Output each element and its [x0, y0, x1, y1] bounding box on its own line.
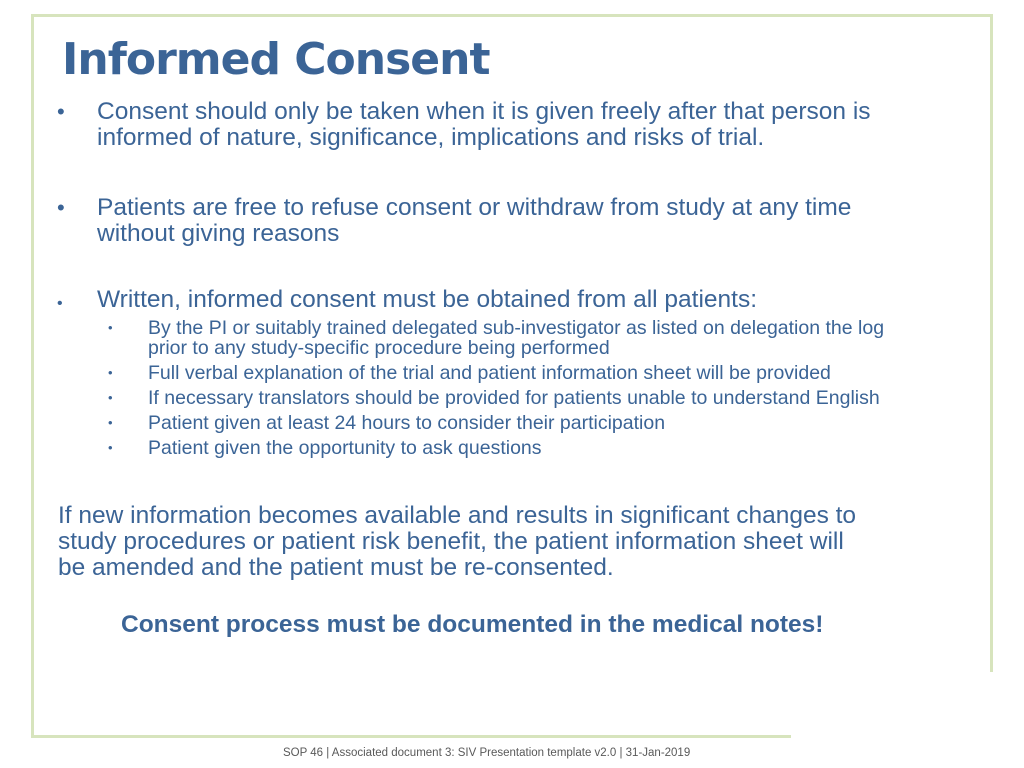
- sub-bullet-item: [108, 413, 978, 433]
- bullet-line: informed of nature, significance, implications and risks of trial.: [97, 124, 765, 151]
- slide-footer: SOP 46 | Associated document 3: SIV Presentation template v2.0 | 31-Jan-2019: [283, 747, 691, 759]
- sub-bullet-line: Full verbal explanation of the trial and patient information sheet will be provided: [148, 362, 831, 384]
- bullet-text: [97, 195, 977, 247]
- bullet-line: Written, informed consent must be obtained from all patients:: [97, 286, 758, 313]
- bullet-marker: •: [57, 99, 65, 124]
- sub-bullet-line: Patient given the opportunity to ask questions: [148, 437, 542, 459]
- frame-bottom-border: [31, 735, 791, 738]
- paragraph-line: If new information becomes available and results in significant changes to: [58, 502, 857, 529]
- sub-bullet-item: [108, 318, 978, 358]
- bullet-text: [97, 99, 977, 151]
- bullet-marker: •: [57, 195, 65, 220]
- frame-top-border: [31, 14, 993, 17]
- sub-bullet-marker: •: [108, 390, 113, 405]
- sub-bullet-marker: •: [108, 415, 113, 430]
- sub-bullet-marker: •: [108, 320, 113, 335]
- bullet-line: Patients are free to refuse consent or withdraw from study at any time: [97, 194, 852, 221]
- sub-bullet-item: [108, 438, 978, 458]
- bullet-marker: •: [57, 295, 63, 312]
- documentation-emphasis: Consent process must be documented in the medical notes!: [121, 611, 824, 638]
- sub-bullet-line: By the PI or suitably trained delegated sub-investigator as listed on delegation the log: [148, 317, 885, 339]
- sub-bullet-marker: •: [108, 440, 113, 455]
- new-information-paragraph: [58, 503, 978, 581]
- bullet-text: [97, 287, 977, 313]
- bullet-line: without giving reasons: [97, 220, 340, 247]
- slide-title: Informed Consent: [62, 34, 490, 85]
- sub-bullet-marker: •: [108, 365, 113, 380]
- sub-bullet-line: prior to any study-specific procedure being performed: [148, 337, 610, 359]
- frame-left-border: [31, 14, 34, 738]
- paragraph-line: be amended and the patient must be re-consented.: [58, 554, 614, 581]
- sub-bullet-list: [108, 318, 978, 463]
- frame-right-border: [990, 14, 993, 672]
- sub-bullet-item: [108, 388, 978, 408]
- sub-bullet-line: Patient given at least 24 hours to consider their participation: [148, 412, 666, 434]
- sub-bullet-line: If necessary translators should be provided for patients unable to understand English: [148, 387, 880, 409]
- paragraph-line: study procedures or patient risk benefit, the patient information sheet will: [58, 528, 844, 555]
- sub-bullet-item: [108, 363, 978, 383]
- bullet-line: Consent should only be taken when it is given freely after that person is: [97, 98, 871, 125]
